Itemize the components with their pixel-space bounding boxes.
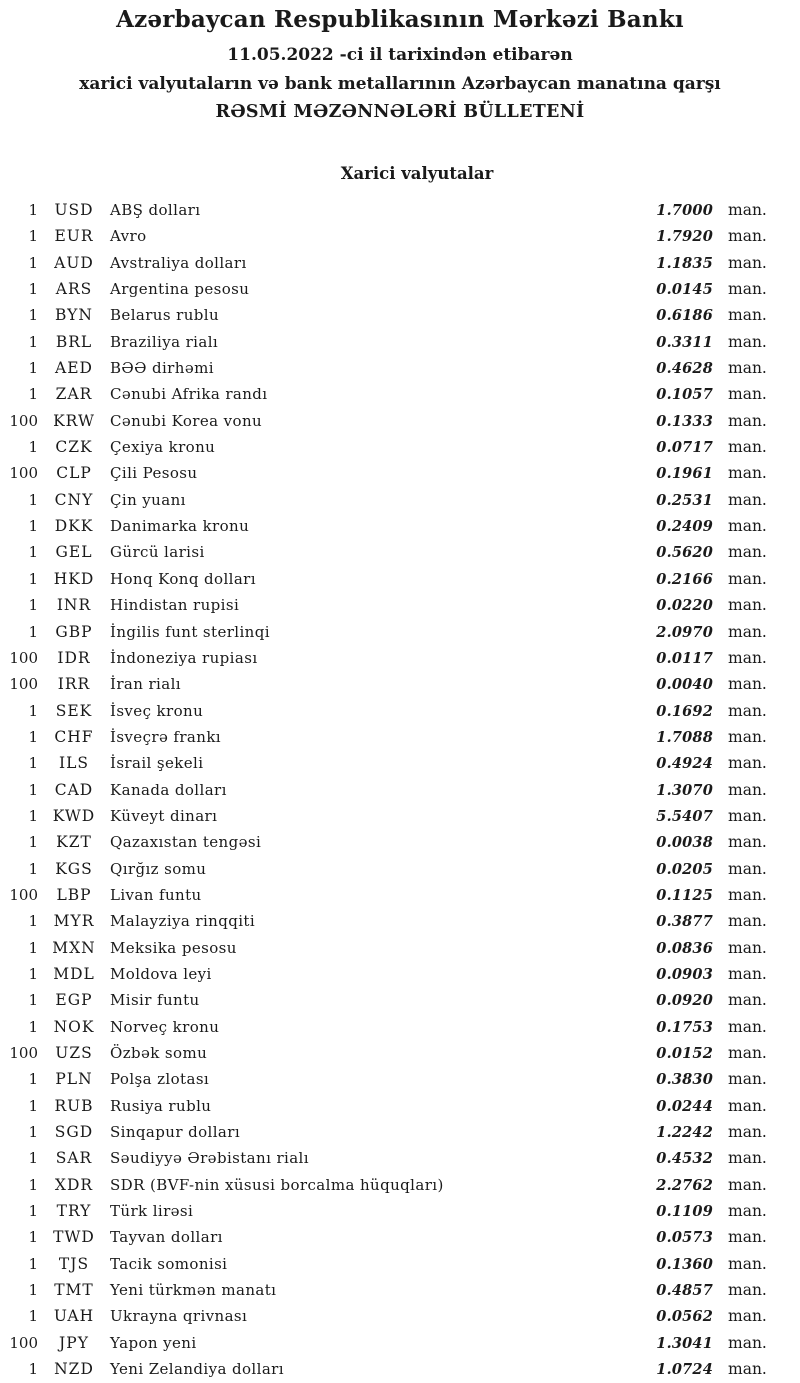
code-cell: USD bbox=[54, 201, 94, 219]
code-cell: KRW bbox=[53, 411, 95, 430]
qty-cell: 1 bbox=[28, 991, 38, 1010]
qty-cell: 1 bbox=[28, 1149, 38, 1168]
qty-cell: 1 bbox=[28, 490, 38, 509]
rate-cell: 0.1360 bbox=[656, 1255, 713, 1273]
code-cell: TJS bbox=[58, 1254, 90, 1273]
bulletin-subtitle: xarici valyutaların və bank metallarının Azərbaycan manatına qarşı bbox=[79, 74, 721, 94]
unit-cell: man. bbox=[728, 727, 767, 746]
qty-cell: 1 bbox=[28, 1123, 38, 1142]
unit-cell: man. bbox=[728, 938, 767, 957]
rate-cell: 2.2762 bbox=[656, 1176, 713, 1194]
table-row bbox=[0, 803, 800, 829]
code-cell: ZAR bbox=[55, 385, 93, 404]
code-cell: KGS bbox=[55, 859, 93, 878]
unit-cell: man. bbox=[728, 1175, 767, 1194]
rate-cell: 0.0836 bbox=[656, 939, 713, 957]
code-cell: MXN bbox=[52, 938, 96, 957]
name-cell: Çexiya kronu bbox=[110, 438, 216, 457]
table-row bbox=[0, 302, 800, 328]
rate-cell: 0.3830 bbox=[656, 1071, 713, 1089]
name-cell: Özbək somu bbox=[110, 1044, 208, 1062]
qty-cell: 1 bbox=[28, 517, 38, 536]
bulletin-title: RƏSMİ MƏZƏNNƏLƏRİ BÜLLETENİ bbox=[215, 102, 585, 122]
table-row bbox=[0, 355, 800, 381]
unit-cell: man. bbox=[728, 332, 767, 351]
qty-cell: 1 bbox=[28, 1281, 38, 1300]
code-cell: GEL bbox=[55, 543, 93, 562]
rate-cell: 0.2531 bbox=[656, 491, 713, 509]
table-row bbox=[0, 829, 800, 855]
rate-cell: 5.5407 bbox=[656, 807, 713, 825]
rate-cell: 0.1753 bbox=[656, 1018, 713, 1036]
unit-cell: man. bbox=[728, 833, 767, 852]
name-cell: Meksika pesosu bbox=[110, 938, 237, 957]
table-row bbox=[0, 671, 800, 697]
qty-cell: 1 bbox=[28, 833, 38, 852]
qty-cell: 1 bbox=[28, 332, 38, 351]
rate-cell: 1.1835 bbox=[656, 254, 713, 272]
unit-cell: man. bbox=[728, 964, 767, 983]
rate-cell: 0.0040 bbox=[656, 676, 713, 694]
rate-cell: 0.0573 bbox=[656, 1229, 713, 1247]
name-cell: Rusiya rublu bbox=[110, 1096, 212, 1115]
unit-cell: man. bbox=[728, 543, 767, 562]
table-row bbox=[0, 566, 800, 592]
code-cell: LBP bbox=[56, 885, 92, 904]
code-cell: TRY bbox=[56, 1202, 92, 1221]
name-cell: Malayziya rinqqiti bbox=[110, 912, 256, 931]
unit-cell: man. bbox=[728, 1333, 767, 1352]
rate-cell: 0.4857 bbox=[656, 1282, 713, 1300]
name-cell: ABŞ dolları bbox=[110, 201, 201, 219]
name-cell: SDR (BVF-nin xüsusi borcalma hüquqları) bbox=[110, 1175, 444, 1194]
qty-cell: 1 bbox=[28, 227, 38, 246]
qty-cell: 1 bbox=[28, 806, 38, 825]
table-row bbox=[0, 1356, 800, 1382]
unit-cell: man. bbox=[728, 280, 767, 299]
rate-cell: 0.2409 bbox=[656, 518, 713, 536]
code-cell: ARS bbox=[55, 280, 93, 299]
unit-cell: man. bbox=[728, 596, 767, 615]
code-cell: UZS bbox=[55, 1044, 93, 1062]
rate-cell: 0.0717 bbox=[656, 439, 713, 457]
unit-cell: man. bbox=[728, 912, 767, 931]
code-cell: SAR bbox=[55, 1149, 93, 1168]
name-cell: Danimarka kronu bbox=[110, 517, 250, 536]
name-cell: Cənubi Afrika randı bbox=[110, 385, 268, 404]
table-row bbox=[0, 487, 800, 513]
table-row bbox=[0, 276, 800, 302]
unit-cell: man. bbox=[728, 1228, 767, 1247]
unit-cell: man. bbox=[728, 227, 767, 246]
name-cell: Yapon yeni bbox=[110, 1333, 197, 1352]
name-cell: Yeni türkmən manatı bbox=[110, 1281, 277, 1300]
qty-cell: 1 bbox=[28, 1307, 38, 1326]
unit-cell: man. bbox=[728, 991, 767, 1010]
table-row bbox=[0, 698, 800, 724]
qty-cell: 1 bbox=[28, 280, 38, 299]
table-row bbox=[0, 1145, 800, 1171]
rate-cell: 0.0205 bbox=[656, 860, 713, 878]
code-cell: DKK bbox=[54, 517, 94, 536]
rate-cell: 0.4924 bbox=[656, 755, 713, 773]
name-cell: Braziliya rialı bbox=[110, 332, 219, 351]
rate-cell: 0.1109 bbox=[656, 1203, 713, 1221]
name-cell: Honq Konq dolları bbox=[110, 569, 256, 588]
unit-cell: man. bbox=[728, 1202, 767, 1221]
table-row bbox=[0, 645, 800, 671]
name-cell: Türk lirəsi bbox=[110, 1202, 194, 1221]
name-cell: Kanada dolları bbox=[110, 780, 227, 799]
rate-cell: 0.1125 bbox=[656, 886, 713, 904]
unit-cell: man. bbox=[728, 490, 767, 509]
name-cell: Çin yuanı bbox=[110, 490, 186, 509]
unit-cell: man. bbox=[728, 464, 767, 483]
table-row bbox=[0, 434, 800, 460]
table-row bbox=[0, 513, 800, 539]
table-row bbox=[0, 539, 800, 565]
code-cell: NZD bbox=[54, 1360, 94, 1379]
unit-cell: man. bbox=[728, 411, 767, 430]
rate-cell: 1.0724 bbox=[656, 1361, 713, 1379]
table-row bbox=[0, 223, 800, 249]
unit-cell: man. bbox=[728, 885, 767, 904]
unit-cell: man. bbox=[728, 754, 767, 773]
name-cell: İsrail şekeli bbox=[110, 754, 204, 773]
rate-cell: 0.3877 bbox=[656, 913, 713, 931]
currency-table bbox=[0, 197, 800, 1382]
qty-cell: 1 bbox=[28, 1175, 38, 1194]
code-cell: ILS bbox=[58, 754, 90, 773]
unit-cell: man. bbox=[728, 359, 767, 378]
rate-cell: 0.6186 bbox=[656, 307, 713, 325]
code-cell: TMT bbox=[54, 1281, 94, 1300]
qty-cell: 1 bbox=[28, 1070, 38, 1089]
code-cell: UAH bbox=[53, 1307, 95, 1326]
table-row bbox=[0, 1224, 800, 1250]
table-row bbox=[0, 1040, 800, 1066]
name-cell: Çili Pesosu bbox=[110, 464, 198, 483]
rate-cell: 0.0244 bbox=[656, 1097, 713, 1115]
code-cell: INR bbox=[56, 596, 92, 615]
name-cell: Polşa zlotası bbox=[110, 1070, 210, 1089]
code-cell: SGD bbox=[54, 1123, 94, 1142]
table-row bbox=[0, 1014, 800, 1040]
table-row bbox=[0, 1119, 800, 1145]
code-cell: MYR bbox=[53, 912, 95, 931]
rate-cell: 2.0970 bbox=[656, 623, 713, 641]
qty-cell: 100 bbox=[9, 411, 38, 430]
rate-cell: 1.7920 bbox=[656, 228, 713, 246]
unit-cell: man. bbox=[728, 569, 767, 588]
bank-name-title: Azərbaycan Respublikasının Mərkəzi Bankı bbox=[116, 6, 684, 33]
code-cell: TWD bbox=[53, 1228, 95, 1247]
qty-cell: 1 bbox=[28, 1096, 38, 1115]
name-cell: Cənubi Korea vonu bbox=[110, 411, 263, 430]
table-row bbox=[0, 1066, 800, 1092]
table-row bbox=[0, 1198, 800, 1224]
name-cell: Hindistan rupisi bbox=[110, 596, 240, 615]
qty-cell: 100 bbox=[9, 464, 38, 483]
name-cell: İndoneziya rupiası bbox=[110, 648, 258, 667]
table-row bbox=[0, 460, 800, 486]
name-cell: Yeni Zelandiya dolları bbox=[110, 1360, 284, 1379]
name-cell: Argentina pesosu bbox=[110, 280, 250, 299]
table-row bbox=[0, 777, 800, 803]
rate-cell: 0.0038 bbox=[656, 834, 713, 852]
qty-cell: 100 bbox=[9, 648, 38, 667]
qty-cell: 1 bbox=[28, 912, 38, 931]
rate-cell: 0.0903 bbox=[656, 965, 713, 983]
unit-cell: man. bbox=[728, 648, 767, 667]
code-cell: NOK bbox=[53, 1017, 95, 1036]
name-cell: Küveyt dinarı bbox=[110, 806, 218, 825]
code-cell: CHF bbox=[54, 727, 94, 746]
rate-cell: 0.0562 bbox=[656, 1308, 713, 1326]
rate-cell: 0.4628 bbox=[656, 360, 713, 378]
table-row bbox=[0, 408, 800, 434]
qty-cell: 1 bbox=[28, 727, 38, 746]
table-row bbox=[0, 856, 800, 882]
qty-cell: 1 bbox=[28, 306, 38, 325]
qty-cell: 100 bbox=[9, 675, 38, 694]
table-row bbox=[0, 619, 800, 645]
rate-cell: 1.3070 bbox=[656, 781, 713, 799]
table-row bbox=[0, 724, 800, 750]
code-cell: PLN bbox=[55, 1070, 93, 1089]
qty-cell: 1 bbox=[28, 596, 38, 615]
qty-cell: 1 bbox=[28, 569, 38, 588]
unit-cell: man. bbox=[728, 438, 767, 457]
name-cell: Misir funtu bbox=[110, 991, 200, 1010]
name-cell: Norveç kronu bbox=[110, 1017, 220, 1036]
qty-cell: 1 bbox=[28, 622, 38, 641]
qty-cell: 1 bbox=[28, 438, 38, 457]
name-cell: Belarus rublu bbox=[110, 306, 220, 325]
qty-cell: 1 bbox=[28, 754, 38, 773]
name-cell: Tayvan dolları bbox=[110, 1228, 223, 1247]
code-cell: EGP bbox=[55, 991, 93, 1010]
unit-cell: man. bbox=[728, 1360, 767, 1379]
name-cell: Livan funtu bbox=[110, 885, 202, 904]
rate-cell: 0.0117 bbox=[656, 649, 713, 667]
rate-cell: 0.4532 bbox=[656, 1150, 713, 1168]
qty-cell: 1 bbox=[28, 201, 38, 219]
name-cell: Moldova leyi bbox=[110, 964, 212, 983]
table-row bbox=[0, 1277, 800, 1303]
code-cell: IDR bbox=[57, 648, 91, 667]
table-row bbox=[0, 908, 800, 934]
table-row bbox=[0, 987, 800, 1013]
code-cell: CZK bbox=[55, 438, 93, 457]
code-cell: GBP bbox=[55, 622, 93, 641]
table-row bbox=[0, 329, 800, 355]
qty-cell: 1 bbox=[28, 543, 38, 562]
code-cell: XDR bbox=[54, 1175, 94, 1194]
name-cell: BƏƏ dirhəmi bbox=[110, 359, 214, 378]
code-cell: SEK bbox=[55, 701, 93, 720]
name-cell: İngilis funt sterlinqi bbox=[110, 622, 270, 641]
table-row bbox=[0, 1251, 800, 1277]
unit-cell: man. bbox=[728, 1281, 767, 1300]
qty-cell: 1 bbox=[28, 1202, 38, 1221]
rate-cell: 0.1333 bbox=[656, 412, 713, 430]
rate-cell: 0.5620 bbox=[656, 544, 713, 562]
qty-cell: 100 bbox=[9, 1044, 38, 1062]
qty-cell: 1 bbox=[28, 385, 38, 404]
rate-cell: 0.1057 bbox=[656, 386, 713, 404]
code-cell: EUR bbox=[54, 227, 94, 246]
unit-cell: man. bbox=[728, 622, 767, 641]
qty-cell: 1 bbox=[28, 701, 38, 720]
unit-cell: man. bbox=[728, 1070, 767, 1089]
unit-cell: man. bbox=[728, 253, 767, 272]
unit-cell: man. bbox=[728, 1017, 767, 1036]
code-cell: IRR bbox=[57, 675, 91, 694]
table-row bbox=[0, 882, 800, 908]
name-cell: Səudiyyə Ərəbistanı rialı bbox=[110, 1149, 309, 1168]
table-row bbox=[0, 1172, 800, 1198]
code-cell: MDL bbox=[53, 964, 95, 983]
qty-cell: 1 bbox=[28, 359, 38, 378]
name-cell: Qırğız somu bbox=[110, 859, 207, 878]
code-cell: CNY bbox=[54, 490, 94, 509]
code-cell: CLP bbox=[56, 464, 92, 483]
qty-cell: 1 bbox=[28, 1254, 38, 1273]
name-cell: Gürcü larisi bbox=[110, 543, 205, 562]
unit-cell: man. bbox=[728, 517, 767, 536]
rate-cell: 0.0920 bbox=[656, 992, 713, 1010]
unit-cell: man. bbox=[728, 675, 767, 694]
name-cell: Avstraliya dolları bbox=[110, 253, 247, 272]
name-cell: Qazaxıstan tengəsi bbox=[110, 833, 262, 852]
unit-cell: man. bbox=[728, 806, 767, 825]
qty-cell: 1 bbox=[28, 859, 38, 878]
rate-cell: 1.2242 bbox=[656, 1124, 713, 1142]
table-row bbox=[0, 250, 800, 276]
rate-cell: 0.0152 bbox=[656, 1045, 713, 1062]
name-cell: Sinqapur dolları bbox=[110, 1123, 241, 1142]
unit-cell: man. bbox=[728, 859, 767, 878]
rate-cell: 1.3041 bbox=[656, 1334, 713, 1352]
table-row bbox=[0, 197, 800, 223]
code-cell: JPY bbox=[59, 1333, 89, 1352]
effective-date-line: 11.05.2022 -ci il tarixindən etibarən bbox=[227, 45, 573, 65]
unit-cell: man. bbox=[728, 1254, 767, 1273]
qty-cell: 1 bbox=[28, 1017, 38, 1036]
code-cell: BRL bbox=[55, 332, 93, 351]
qty-cell: 100 bbox=[9, 885, 38, 904]
unit-cell: man. bbox=[728, 1096, 767, 1115]
qty-cell: 1 bbox=[28, 964, 38, 983]
name-cell: İsveç kronu bbox=[110, 701, 204, 720]
rate-cell: 0.0145 bbox=[656, 281, 713, 299]
qty-cell: 100 bbox=[9, 1333, 38, 1352]
rate-cell: 1.7088 bbox=[656, 728, 713, 746]
rate-cell: 0.1692 bbox=[656, 702, 713, 720]
code-cell: AUD bbox=[54, 253, 94, 272]
unit-cell: man. bbox=[728, 385, 767, 404]
unit-cell: man. bbox=[728, 1307, 767, 1326]
rate-cell: 0.2166 bbox=[656, 570, 713, 588]
qty-cell: 1 bbox=[28, 1228, 38, 1247]
table-row bbox=[0, 1330, 800, 1356]
section-title-foreign-currencies: Xarici valyutalar bbox=[340, 164, 494, 183]
table-row bbox=[0, 750, 800, 776]
code-cell: AED bbox=[55, 359, 93, 378]
rate-cell: 1.7000 bbox=[656, 202, 713, 219]
name-cell: Tacik somonisi bbox=[110, 1254, 228, 1273]
rate-cell: 0.1961 bbox=[656, 465, 713, 483]
code-cell: CAD bbox=[54, 780, 94, 799]
rate-cell: 0.0220 bbox=[656, 597, 713, 615]
name-cell: Avro bbox=[110, 227, 147, 246]
unit-cell: man. bbox=[728, 701, 767, 720]
name-cell: İran rialı bbox=[110, 675, 181, 694]
qty-cell: 1 bbox=[28, 780, 38, 799]
qty-cell: 1 bbox=[28, 1360, 38, 1379]
qty-cell: 1 bbox=[28, 253, 38, 272]
table-row bbox=[0, 935, 800, 961]
table-row bbox=[0, 1093, 800, 1119]
unit-cell: man. bbox=[728, 1149, 767, 1168]
table-row bbox=[0, 1303, 800, 1329]
qty-cell: 1 bbox=[28, 938, 38, 957]
unit-cell: man. bbox=[728, 201, 767, 219]
table-row bbox=[0, 381, 800, 407]
unit-cell: man. bbox=[728, 1123, 767, 1142]
table-row bbox=[0, 961, 800, 987]
unit-cell: man. bbox=[728, 1044, 767, 1062]
code-cell: BYN bbox=[55, 306, 93, 325]
name-cell: Ukrayna qrivnası bbox=[110, 1307, 248, 1326]
code-cell: RUB bbox=[54, 1096, 94, 1115]
rate-cell: 0.3311 bbox=[656, 333, 713, 351]
code-cell: HKD bbox=[53, 569, 95, 588]
code-cell: KZT bbox=[56, 833, 92, 852]
unit-cell: man. bbox=[728, 780, 767, 799]
name-cell: İsveçrə frankı bbox=[110, 727, 222, 746]
code-cell: KWD bbox=[52, 806, 96, 825]
unit-cell: man. bbox=[728, 306, 767, 325]
table-row bbox=[0, 592, 800, 618]
